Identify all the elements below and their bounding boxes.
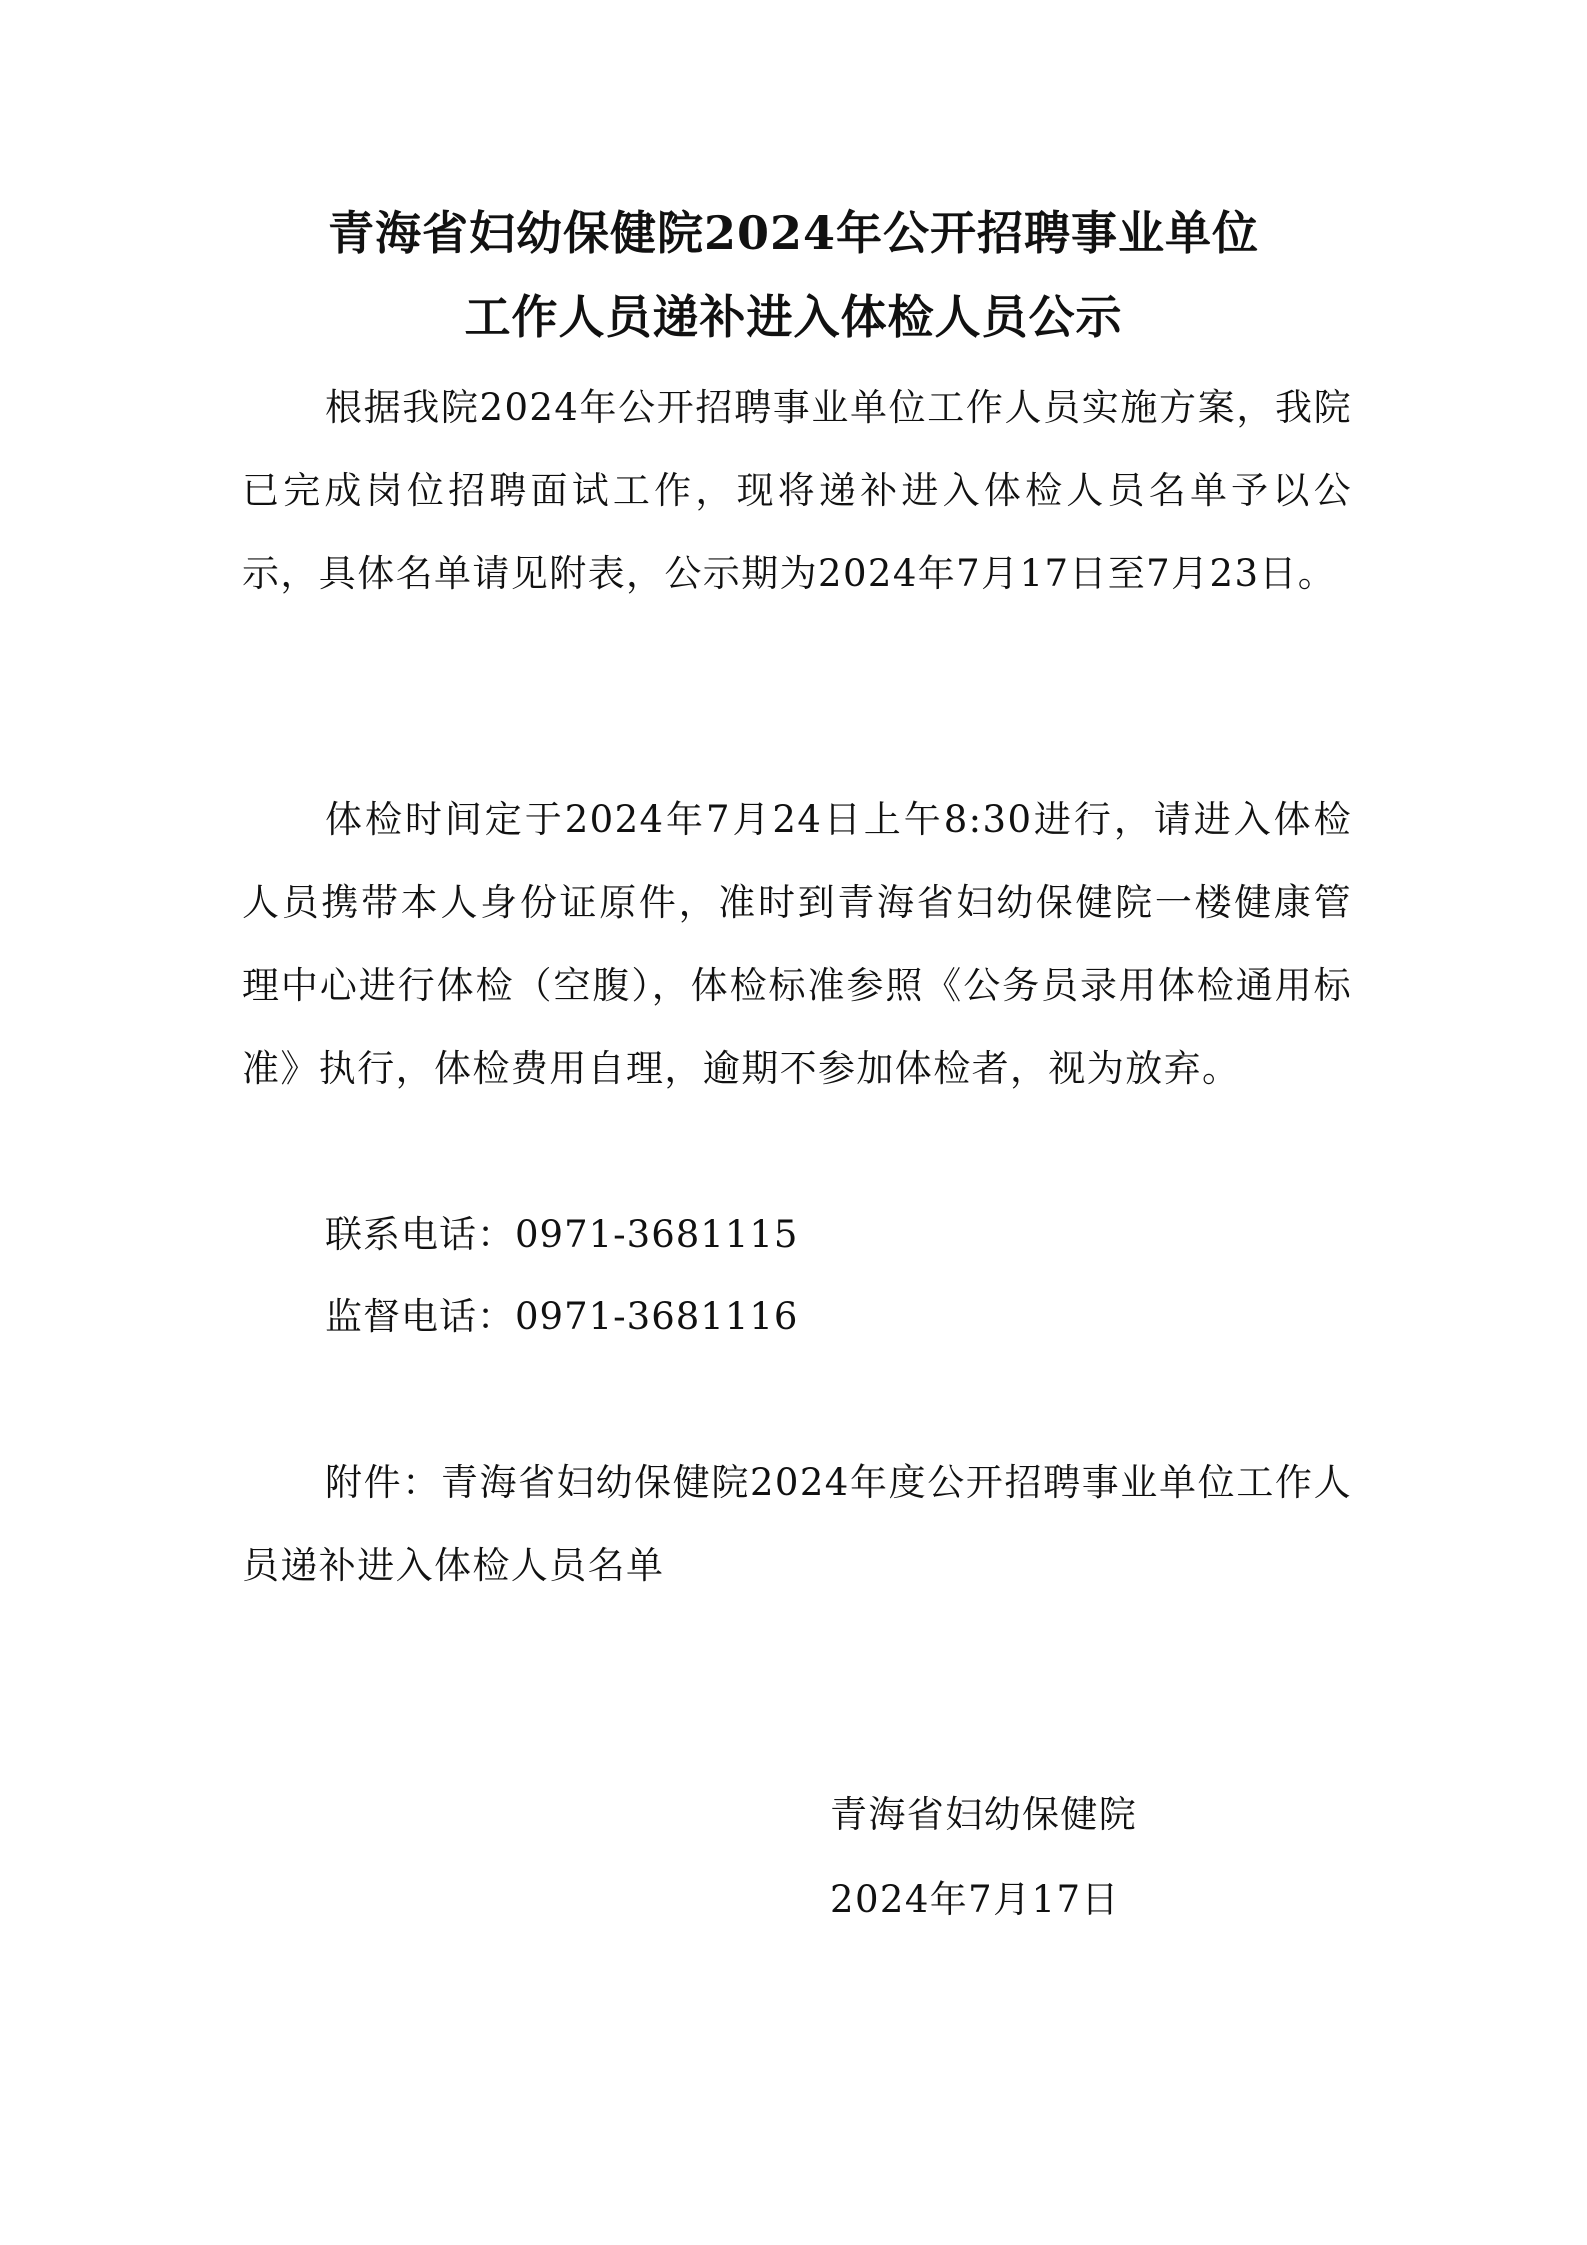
- intro-paragraph: 根据我院2024年公开招聘事业单位工作人员实施方案，我院已完成岗位招聘面试工作，现将递补进入体检人员名单予以公示，具体名单请见附表，公示期为2024年7月17日至7月23日。: [242, 386, 1352, 595]
- document-title-line-1: 青海省妇幼保健院2024年公开招聘事业单位: [327, 206, 1260, 260]
- signature-organization: 青海省妇幼保健院: [830, 1793, 1138, 1836]
- signature-date: 2024年7月17日: [830, 1878, 1120, 1921]
- attachment-note: 附件：青海省妇幼保健院2024年度公开招聘事业单位工作人员递补进入体检人员名单: [242, 1461, 1352, 1587]
- supervision-phone: 监督电话：0971-3681116: [325, 1295, 799, 1338]
- contact-phone: 联系电话：0971-3681115: [325, 1213, 799, 1256]
- physical-exam-paragraph: 体检时间定于2024年7月24日上午8:30进行，请进入体检人员携带本人身份证原件，准时到青海省妇幼保健院一楼健康管理中心进行体检（空腹），体检标准参照《公务员录用体检通用标准》执行，体检费用自理，逾期不参加体检者，视为放弃。: [242, 798, 1352, 1090]
- document-title-line-2: 工作人员递补进入体检人员公示: [464, 290, 1123, 344]
